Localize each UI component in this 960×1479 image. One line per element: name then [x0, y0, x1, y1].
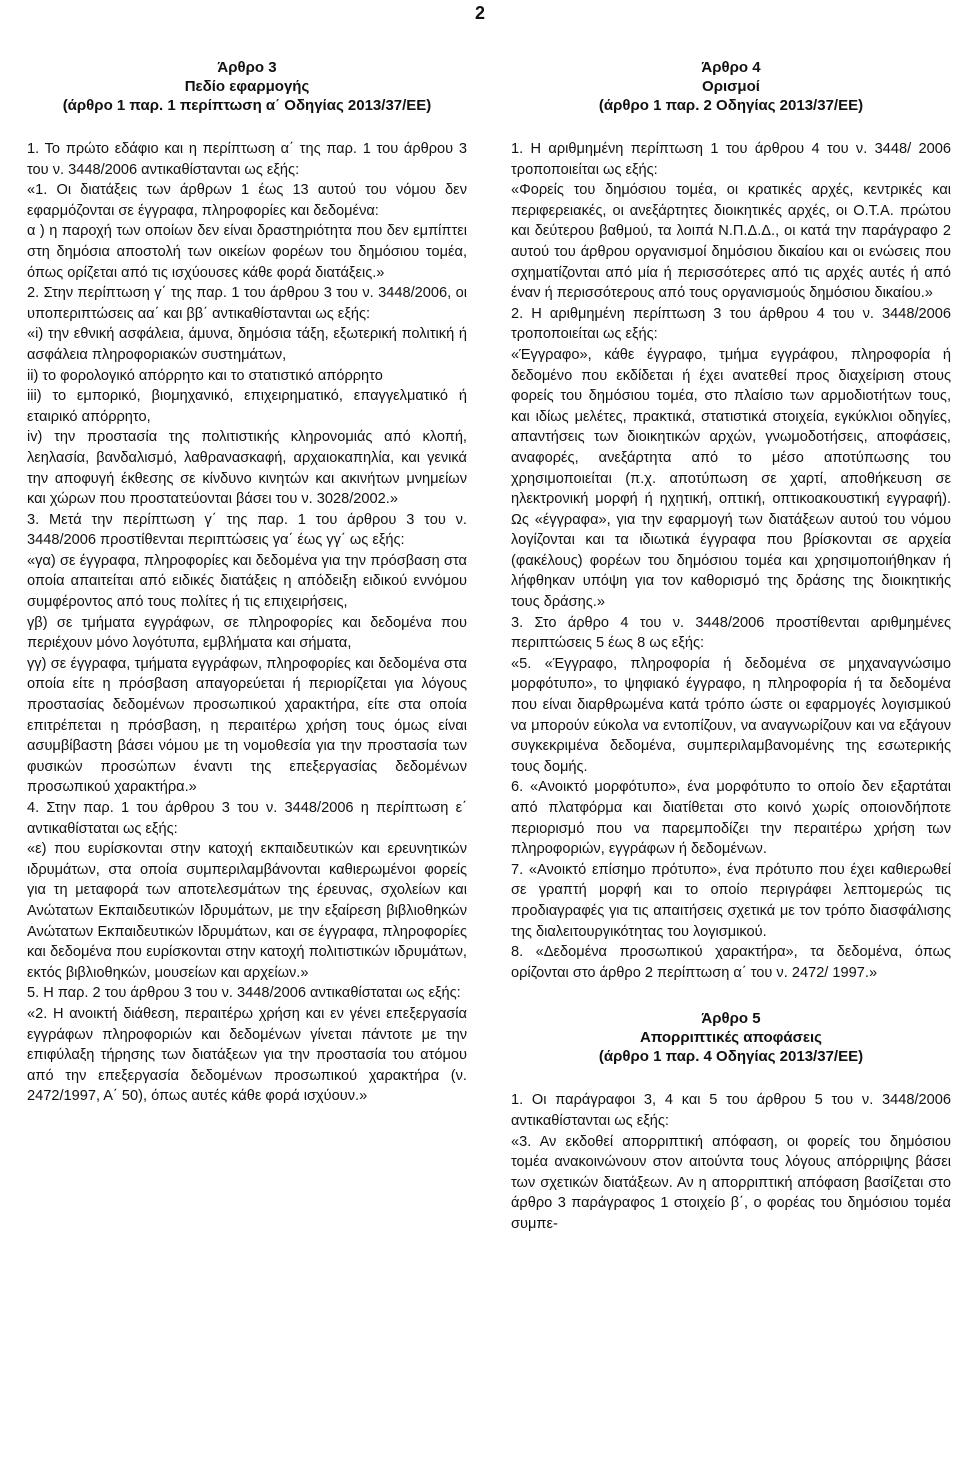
- paragraph: «2. Η ανοικτή διάθεση, περαιτέρω χρήση και εν γένει επεξεργασία εγγράφων πληροφοριών και δεδομένων γίνεται πάντοτε με την επιφύλαξη τήρησης των διατάξεων για την προστασία του ατόμου από την επεξεργασία δεδομένων προσωπικού χαρακτήρα (ν. 2472/1997, Α΄ 50), όπως αυτές κάθε φορά ισχύουν.»: [27, 1005, 467, 1105]
- paragraph: 3. Στο άρθρο 4 του ν. 3448/2006 προστίθενται αριθμημένες περιπτώσεις 5 έως 8 ως εξής:: [511, 614, 951, 652]
- paragraph: 2. Στην περίπτωση γ΄ της παρ. 1 του άρθρου 3 του ν. 3448/2006, οι υποπεριπτώσεις αα΄ και ββ΄ αντικαθίστανται ως εξής:: [27, 285, 467, 322]
- paragraph: «5. «Έγγραφο, πληροφορία ή δεδομένα σε μηχαναγνώσιμο μορφότυπο», το ψηφιακό έγγραφο, η πληροφορία ή τα δεδομένα που είναι διαρθρωμένα κατά τρόπο ώστε οι εφαρμογές λογισμικού να μπορούν εύκολα να εντοπίζουν, να αναγνωρίζουν και να εξάγουν συγκεκριμένα δεδομένα, συμπεριλαμβανομένης της εσωτερικής τους δομής.: [511, 655, 951, 775]
- paragraph: ii) το φορολογικό απόρρητο και το στατιστικό απόρρητο: [27, 367, 383, 384]
- article-reference: (άρθρο 1 παρ. 1 περίπτωση α΄ Οδηγίας 2013/37/ΕΕ): [62, 97, 432, 114]
- paragraph: 2. Η αριθμημένη περίπτωση 3 του άρθρου 4 του ν. 3448/2006 τροποποιείται ως εξής:: [511, 305, 951, 343]
- paragraph: iv) την προστασία της πολιτιστικής κληρονομιάς από κλοπή, λεηλασία, βανδαλισμό, λαθρανασκαφή, αρχαιοκαπηλία, και γενικά την αποφυγή έκθεσης σε κίνδυνο κινητών και ακινήτων μνημείων και χώρων που προστατεύονται βάσει του ν. 3028/2002.»: [27, 429, 467, 508]
- article-5-heading: [511, 1009, 951, 1066]
- paragraph: «Φορείς του δημόσιου τομέα, οι κρατικές αρχές, κεντρικές και περιφερειακές, οι ανεξάρτητες διοικητικές αρχές, οι Ο.Τ.Α. πρώτου και δεύτερου βαθμού, τα λοιπά Ν.Π.Δ.Δ., οι κατά την παράγραφο 2 αυτού του άρθρου οργανισμοί δημόσιου δικαίου και οι ενώσεις που σχηματίζονται από μία ή περισσότερες από τις αρχές αυτές ή από έναν ή περισσότερους από τους οργανισμούς δημόσιου δικαίου.»: [511, 182, 951, 302]
- paragraph: 8. «Δεδομένα προσωπικού χαρακτήρα», τα δεδομένα, όπως ορίζονται στο άρθρο 2 περίπτωση α΄ του ν. 2472/ 1997.»: [511, 944, 951, 981]
- paragraph: «1. Οι διατάξεις των άρθρων 1 έως 13 αυτού του νόμου δεν εφαρμόζονται σε έγγραφα, πληροφορίες και δεδομένα:: [27, 182, 467, 219]
- article-title: Άρθρο 3: [217, 59, 277, 76]
- paragraph: iii) το εμπορικό, βιομηχανικό, επιχειρηματικό, επαγγελματικό ή εταιρικό απόρρητο,: [27, 388, 467, 425]
- article-title: Άρθρο 4: [701, 59, 761, 76]
- paragraph: 7. «Ανοικτό επίσημο πρότυπο», ένα πρότυπο που έχει καθιερωθεί σε γραπτή μορφή και το οποίο περιγράφει λεπτομερώς τις προδιαγραφές για τις απαιτήσεις σχετικά με τον τρόπο διασφάλισης της διαλειτουργικότητας του λογισμικού.: [511, 861, 951, 940]
- page-number: 2: [474, 3, 485, 23]
- paragraph: 5. Η παρ. 2 του άρθρου 3 του ν. 3448/2006 αντικαθίσταται ως εξής:: [27, 985, 461, 1002]
- left-column: [27, 58, 467, 1107]
- article-reference: (άρθρο 1 παρ. 2 Οδηγίας 2013/37/ΕΕ): [598, 97, 864, 114]
- paragraph: 1. Οι παράγραφοι 3, 4 και 5 του άρθρου 5 του ν. 3448/2006 αντικαθίστανται ως εξής:: [511, 1092, 951, 1129]
- paragraph: α ) η παροχή των οποίων δεν είναι δραστηριότητα που δεν εμπίπτει στη δημόσια αποστολή των οικείων φορέων του δημόσιου τομέα, όπως ορίζεται από τις ισχύουσες κάθε φορά διατάξεις.»: [27, 223, 467, 281]
- paragraph: γβ) σε τμήματα εγγράφων, σε πληροφορίες και δεδομένα που περιέχουν μόνο λογότυπα, εμβλήματα και σήματα,: [27, 614, 467, 652]
- paragraph: 1. Το πρώτο εδάφιο και η περίπτωση α΄ της παρ. 1 του άρθρου 3 του ν. 3448/2006 αντικαθίστανται ως εξής:: [27, 141, 467, 178]
- paragraph: «γα) σε έγγραφα, πληροφορίες και δεδομένα για την πρόσβαση στα οποία απαιτείται από ειδικές διατάξεις η απόδειξη ειδικού εννόμου συμφέροντος από τους πολίτες ή τις επιχειρήσεις,: [27, 552, 467, 611]
- article-title: Άρθρο 5: [701, 1010, 761, 1028]
- paragraph: γγ) σε έγγραφα, τμήματα εγγράφων, πληροφορίες και δεδομένα στα οποία είτε η πρόσβαση απαγορεύεται ή περιορίζεται για λόγους προστασίας δεδομένων προσωπικού χαρακτήρα, είτε στα οποία επιτρέπεται η πρόσβαση, η περαιτέρω χρήση τους όμως είναι ασυμβίβαστη βάσει νόμου με τη νομοθεσία για την προστασία των φυσικών προσώπων έναντι της επεξεργασίας δεδομένων προσωπικού χαρακτήρα.»: [27, 655, 467, 796]
- right-column: [511, 58, 951, 1235]
- paragraph: 6. «Ανοικτό μορφότυπο», ένα μορφότυπο το οποίο δεν εξαρτάται από πλατφόρμα και διατίθεται στο κοινό χωρίς οποιονδήποτε περιορισμό που να παρεμποδίζει την περαιτέρω χρήση των πληροφοριών, εγγράφων ή δεδομένων.: [511, 779, 951, 858]
- paragraph: «i) την εθνική ασφάλεια, άμυνα, δημόσια τάξη, εξωτερική πολιτική ή ασφάλεια πληροφοριακών συστημάτων,: [27, 326, 467, 363]
- paragraph: «Έγγραφο», κάθε έγγραφο, τμήμα εγγράφου, πληροφορία ή δεδομένο που εκδίδεται ή έχει ανατεθεί προς διαχείριση στους φορείς του δημόσιου τομέα, στο πλαίσιο των αρμοδιοτήτων τους, και ιδίως μελέτες, πρακτικά, στατιστικά στοιχεία, εγκύκλιοι οδηγίες, απαντήσεις των διοικητικών αρχών, γνωμοδοτήσεις, αποφάσεις, αναφορές, ανεξάρτητα από το μέσο αποτύπωσης του χρησιμοποιείται (π.χ. αποτύπωση σε χαρτί, αποθήκευση σε ηλεκτρονική μορφή ή ηχητική, οπτική, οπτικοακουστική εγγραφή). Ως «έγγραφα», για την εφαρμογή των διατάξεων αυτού του νόμου λογίζονται και τα ιδιωτικά έγγραφα που βρίσκονται σε αρχεία (φακέλους) φορέων του δημόσιου τομέα και χρησιμοποιήθηκαν ή λήφθηκαν υπόψη για τον καθορισμό της δράσης της διοικητικής τους δράσης.»: [511, 346, 951, 611]
- article-subtitle: Πεδίο εφαρμογής: [184, 78, 310, 95]
- article-reference: (άρθρο 1 παρ. 4 Οδηγίας 2013/37/ΕΕ): [598, 1048, 864, 1066]
- paragraph: 4. Στην παρ. 1 του άρθρου 3 του ν. 3448/2006 η περίπτωση ε΄ αντικαθίσταται ως εξής:: [27, 800, 467, 837]
- article-subtitle: Απορριπτικές αποφάσεις: [640, 1029, 822, 1047]
- article-3-heading: [27, 58, 467, 115]
- paragraph: «3. Αν εκδοθεί απορριπτική απόφαση, οι φορείς του δημόσιου τομέα ανακοινώνουν στον αιτούντα τους λόγους απόρριψης βάσει των σχετικών διατάξεων. Αν η απορριπτική απόφαση βασίζεται στο άρθρο 3 παράγραφος 1 στοιχείο β΄, ο φορέας του δημόσιου τομέα συμπε-: [511, 1133, 951, 1232]
- paragraph: 3. Μετά την περίπτωση γ΄ της παρ. 1 του άρθρου 3 του ν. 3448/2006 προστίθενται περιπτώσεις γα΄ έως γγ΄ ως εξής:: [27, 511, 467, 549]
- paragraph: «ε) που ευρίσκονται στην κατοχή εκπαιδευτικών και ερευνητικών ιδρυμάτων, στα οποία συμπεριλαμβάνονται καθιερωμένοι φορείς για τη μεταφορά των αποτελεσμάτων της έρευνας, σχολείων και Ανώτατων Εκπαιδευτικών Ιδρυμάτων, με την εξαίρεση βιβλιοθηκών Ανώτατων Εκπαιδευτικών Ιδρυμάτων, και σε έγγραφα, πληροφορίες και δεδομένα που ευρίσκονται στην κατοχή πολιτιστικών ιδρυμάτων, εκτός βιβλιοθηκών, μουσείων και αρχείων.»: [27, 841, 467, 981]
- article-4-heading: [511, 58, 951, 115]
- article-subtitle: Ορισμοί: [702, 78, 760, 95]
- paragraph: 1. Η αριθμημένη περίπτωση 1 του άρθρου 4 του ν. 3448/ 2006 τροποποιείται ως εξής:: [511, 141, 951, 178]
